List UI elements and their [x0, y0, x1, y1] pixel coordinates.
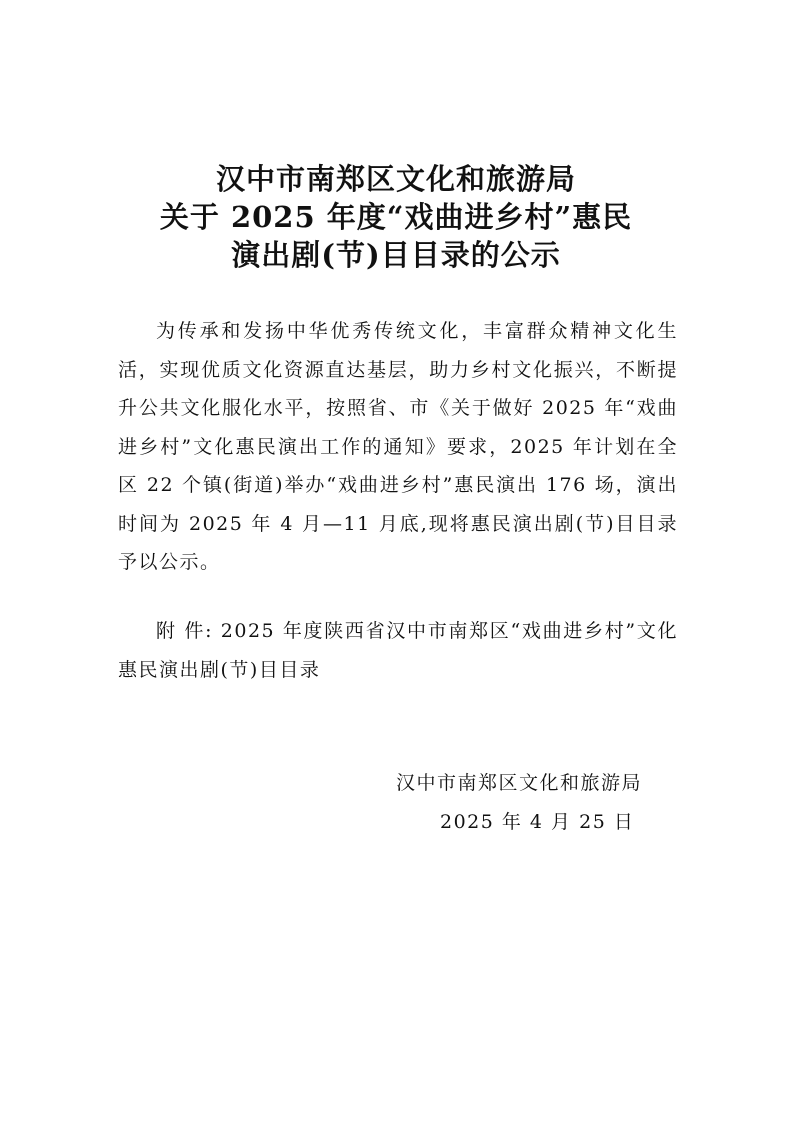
signature-organization: 汉中市南郑区文化和旅游局 — [396, 772, 643, 794]
document-title — [0, 160, 792, 274]
body-paragraph: 为传承和发扬中华优秀传统文化，丰富群众精神文化生活，实现优质文化资源直达基层，助力乡村文化振兴，不断提升公共文化服化水平，按照省、市《关于做好 2025 年“戏曲进乡村”文化惠民演出工作的通知》要求，2025 年计划在全区 22 个镇(街道)举办“戏曲进乡村”惠民演出 176 场，演出时间为 2025 年 4 月—11 月底,现将惠民演出剧(节)目目录予以公示。 — [118, 320, 678, 573]
signature-block — [396, 764, 676, 842]
title-line-1: 汉中市南郑区文化和旅游局 — [215, 162, 576, 196]
signature-date: 2025 年 4 月 25 日 — [440, 811, 635, 833]
title-line-2: 关于 2025 年度“戏曲进乡村”惠民 — [159, 200, 633, 234]
title-line-3: 演出剧(节)目目录的公示 — [231, 238, 561, 272]
attachment-note: 附 件: 2025 年度陕西省汉中市南郑区“戏曲进乡村”文化惠民演出剧(节)目目录 — [118, 620, 678, 681]
